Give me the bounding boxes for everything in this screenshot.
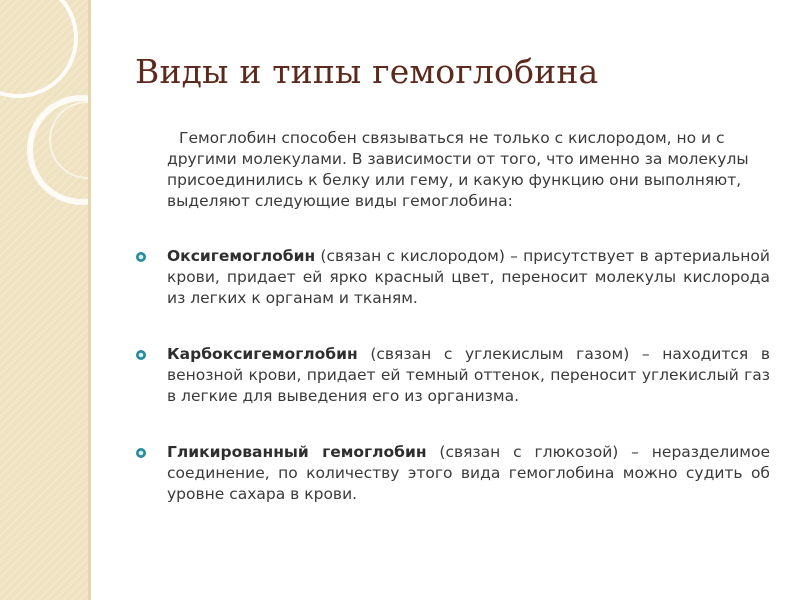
bullet-icon bbox=[135, 447, 147, 459]
item-term: Карбоксигемоглобин bbox=[167, 345, 358, 363]
bullet-icon bbox=[135, 349, 147, 361]
bullet-icon bbox=[135, 251, 147, 263]
intro-paragraph bbox=[167, 128, 770, 212]
item-description: (связан с глюкозой) – неразделимое соединение, по количеству этого вида гемоглобина можно судить об уровне сахара в крови. bbox=[167, 443, 770, 503]
slide-content bbox=[135, 128, 770, 540]
sidebar-divider bbox=[88, 0, 91, 600]
list-item bbox=[135, 442, 770, 505]
hemoglobin-types-list bbox=[135, 246, 770, 505]
list-item bbox=[135, 344, 770, 407]
item-term: Оксигемоглобин bbox=[167, 247, 316, 265]
decorative-sidebar bbox=[0, 0, 88, 600]
slide-title: Виды и типы гемоглобина bbox=[135, 52, 599, 91]
item-description: (связан с кислородом) – присутствует в артериальной крови, придает ей ярко красный цвет, переносит молекулы кислорода из легких к органам и тканям. bbox=[167, 247, 770, 307]
list-item bbox=[135, 246, 770, 309]
intro-text: Гемоглобин способен связываться не только с кислородом, но и с другими молекулами. В зависимости от того, что именно за молекулы присоединились к белку или гему, и какую функцию они выполняют, выделяют следующие виды гемоглобина: bbox=[167, 129, 749, 210]
circles-decoration-icon bbox=[0, 0, 88, 600]
item-description: (связан с углекислым газом) – находится в венозной крови, придает ей темный оттенок, переносит углекислый газ в легкие для выведения его из организма. bbox=[167, 345, 770, 405]
item-term: Гликированный гемоглобин bbox=[167, 443, 427, 461]
